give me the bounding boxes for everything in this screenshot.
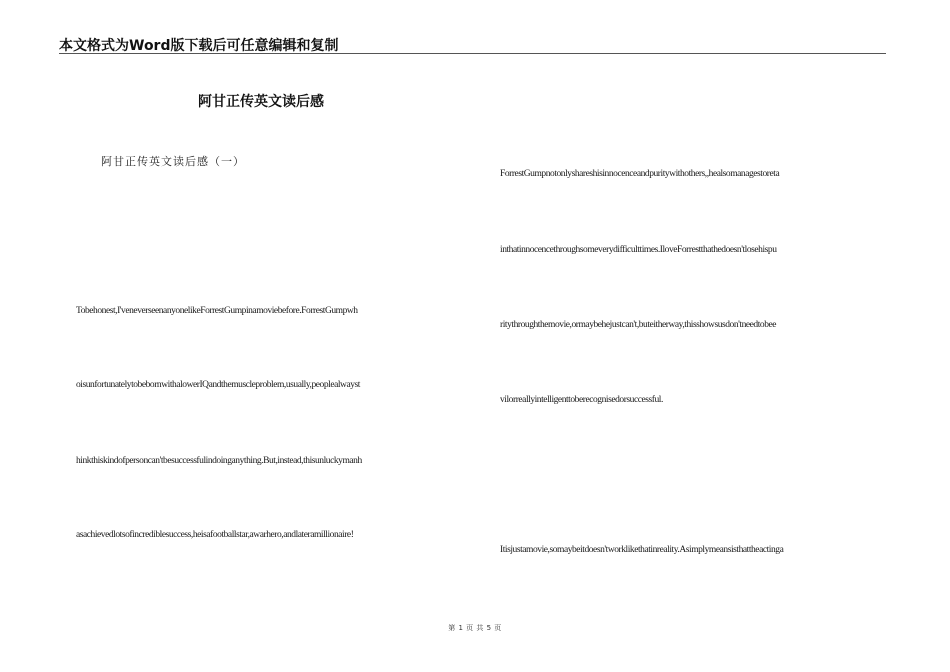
- left-column-line: Tobehonest,I'veneverseenanyonelikeForrestGumpinamoviebefore.ForrestGumpwh: [76, 306, 358, 316]
- right-column-line: vilorreallyintelligenttoberecognisedorsuccessful.: [500, 395, 663, 405]
- page-header: [59, 33, 886, 54]
- section-title: 阿甘正传英文读后感（一）: [101, 155, 245, 168]
- left-column-line: hinkthiskindofpersoncan'tbesuccessfulindoinganything.But,instead,thisunluckymanh: [76, 456, 362, 466]
- document-title: 阿甘正传英文读后感: [198, 94, 324, 110]
- header-text: 本文格式为Word版下载后可任意编辑和复制: [59, 38, 339, 54]
- page-number: 第 1 页 共 5 页: [448, 624, 502, 632]
- left-column-line: asachievedlotsofincrediblesuccess,heisafootballstar,awarhero,andlateramillionaire!: [76, 530, 354, 540]
- right-column-line: inthatinnocencethroughsomeverydifficulttimes.IloveForrestthathedoesn'tlosehispu: [500, 245, 777, 255]
- right-column-line: ForrestGumpnotonlyshareshisinnocenceandpuritywithothers,,healsomanagestoreta: [500, 169, 780, 179]
- right-column-line: ritythroughthemovie,ormaybehejustcan't,buteitherway,thisshowsusdon'tneedtobee: [500, 320, 777, 330]
- left-column-line: oisunfortunatelytobebornwithalowerIQandthemuscleproblem,usually,peoplealwayst: [76, 380, 360, 390]
- right-column-line: Itisjustamovie,somaybeitdoesn'tworklikethatinreality.Asimplymeansisthattheactinga: [500, 545, 784, 555]
